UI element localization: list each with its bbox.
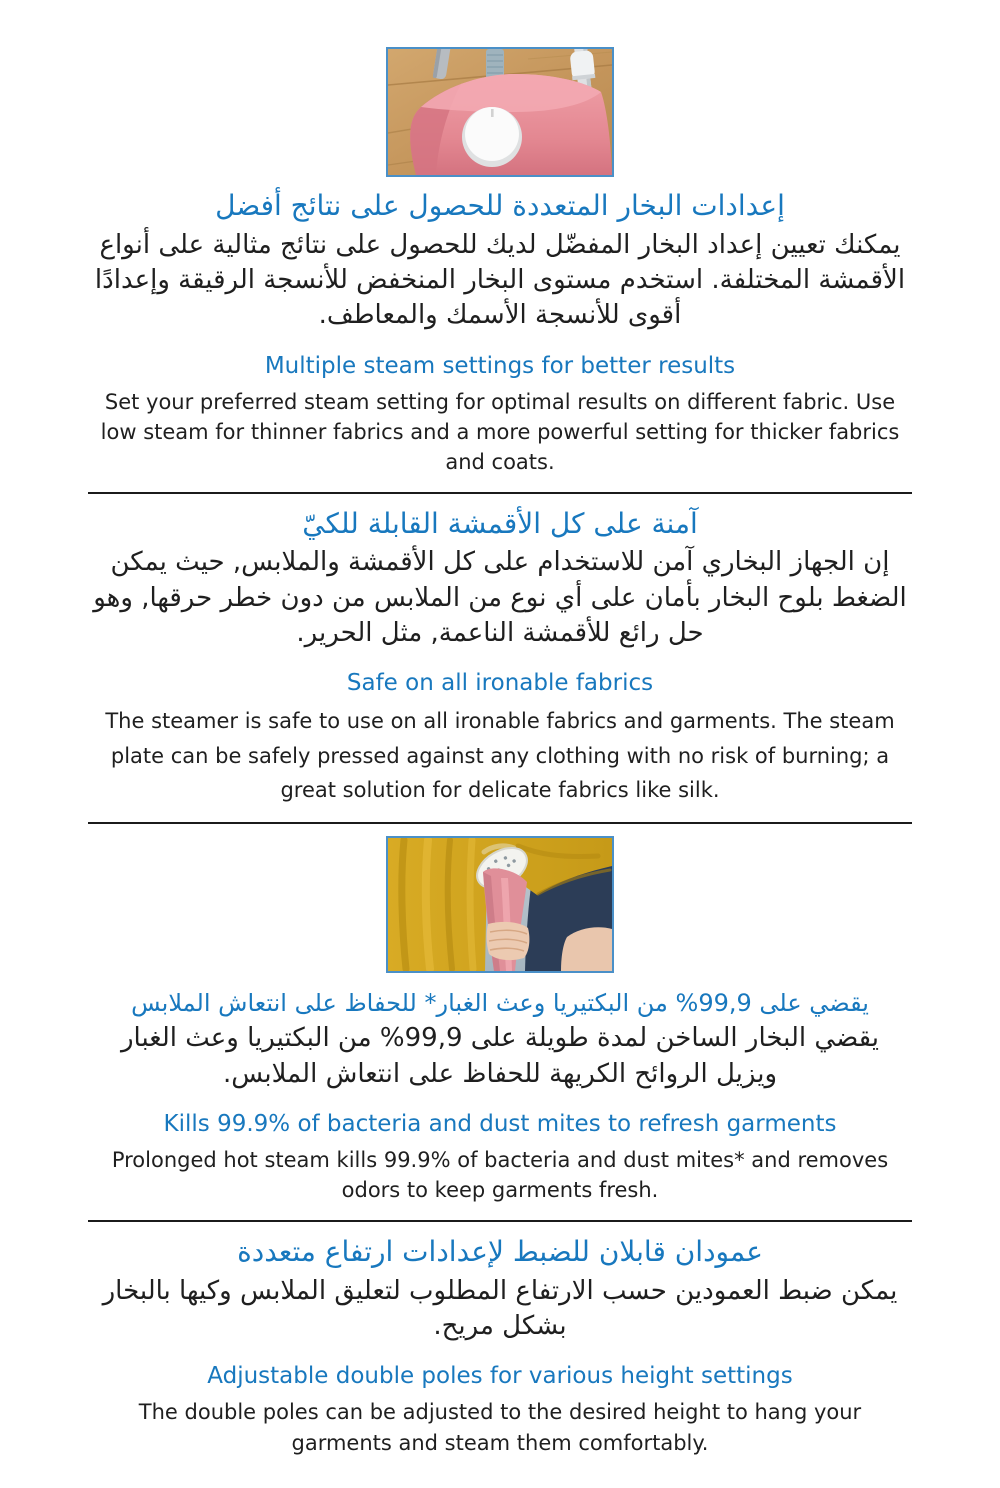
arabic-body-kills-bacteria: يقضي البخار الساخن لمدة طويلة على 99,9% من البكتيريا وعث الغبار ويزيل الروائح الكريهة للحفاظ على انتعاش الملابس. [120, 1023, 880, 1089]
feature-section-kills-bacteria [88, 836, 912, 1206]
english-heading-double-poles: Adjustable double poles for various height settings [207, 1363, 793, 1390]
english-heading-safe-fabrics: Safe on all ironable fabrics [346, 670, 654, 697]
feature-section-safe-fabrics [88, 504, 912, 807]
arabic-heading-kills-bacteria: يقضي على 99,9% من البكتيريا وعث الغبار* للحفاظ على انتعاش الملابس [131, 988, 869, 1017]
english-heading-steam-settings: Multiple steam settings for better results [264, 352, 736, 379]
english-body-steam-settings: Set your preferred steam setting for optimal results on different fabric. Use low steam for thinner fabrics and a more powerful setting for thicker fabrics and coats. [100, 389, 900, 474]
steamer-in-use-illustration [388, 838, 612, 971]
arabic-heading-safe-fabrics: آمنة على كل الأقمشة القابلة للكيّ [302, 506, 698, 540]
english-body-safe-fabrics: The steamer is safe to use on all ironable fabrics and garments. The steam plate can be safely pressed against any clothing with no risk of burning; a great solution for delicate fabrics like silk. [105, 709, 895, 802]
arabic-body-steam-settings: يمكنك تعيين إعداد البخار المفضّل لديك للحصول على نتائج مثالية على أنواع الأقمشة المختلفة. استخدم مستوى البخار المنخفض للأنسجة الرقيقة وإعدادًا أقوى للأنسجة الأسمك والمعاطف. [94, 229, 906, 331]
arabic-heading-steam-settings: إعدادات البخار المتعددة للحصول على نتائج أفضل [215, 189, 785, 222]
arabic-body-double-poles: يمكن ضبط العمودين حسب الارتفاع المطلوب لتعليق الملابس وكيها بالبخار بشكل مريح. [102, 1275, 898, 1342]
product-image-steamer-in-use [386, 836, 614, 973]
steamer-base-illustration [388, 49, 612, 175]
section-divider [88, 1220, 912, 1222]
english-body-kills-bacteria: Prolonged hot steam kills 99.9% of bacteria and dust mites* and removes odors to keep garments fresh. [111, 1148, 889, 1203]
english-body-double-poles: The double poles can be adjusted to the desired height to hang your garments and steam them comfortably. [138, 1400, 862, 1455]
arabic-heading-double-poles: عمودان قابلان للضبط لإعدادات ارتفاع متعددة [237, 1235, 763, 1269]
section-divider [88, 822, 912, 824]
feature-section-double-poles [88, 1232, 912, 1457]
english-heading-kills-bacteria: Kills 99.9% of bacteria and dust mites to refresh garments [163, 1111, 837, 1138]
feature-section-steam-settings [88, 47, 912, 477]
arabic-body-safe-fabrics: إن الجهاز البخاري آمن للاستخدام على كل الأقمشة والملابس, حيث يمكن الضغط بلوح البخار بأمان على أي نوع من الملابس من دون خطر حرقها, وهو حل رائع للأقمشة الناعمة, مثل الحرير. [93, 547, 907, 649]
section-divider [88, 492, 912, 494]
product-image-steamer-base [386, 47, 614, 177]
